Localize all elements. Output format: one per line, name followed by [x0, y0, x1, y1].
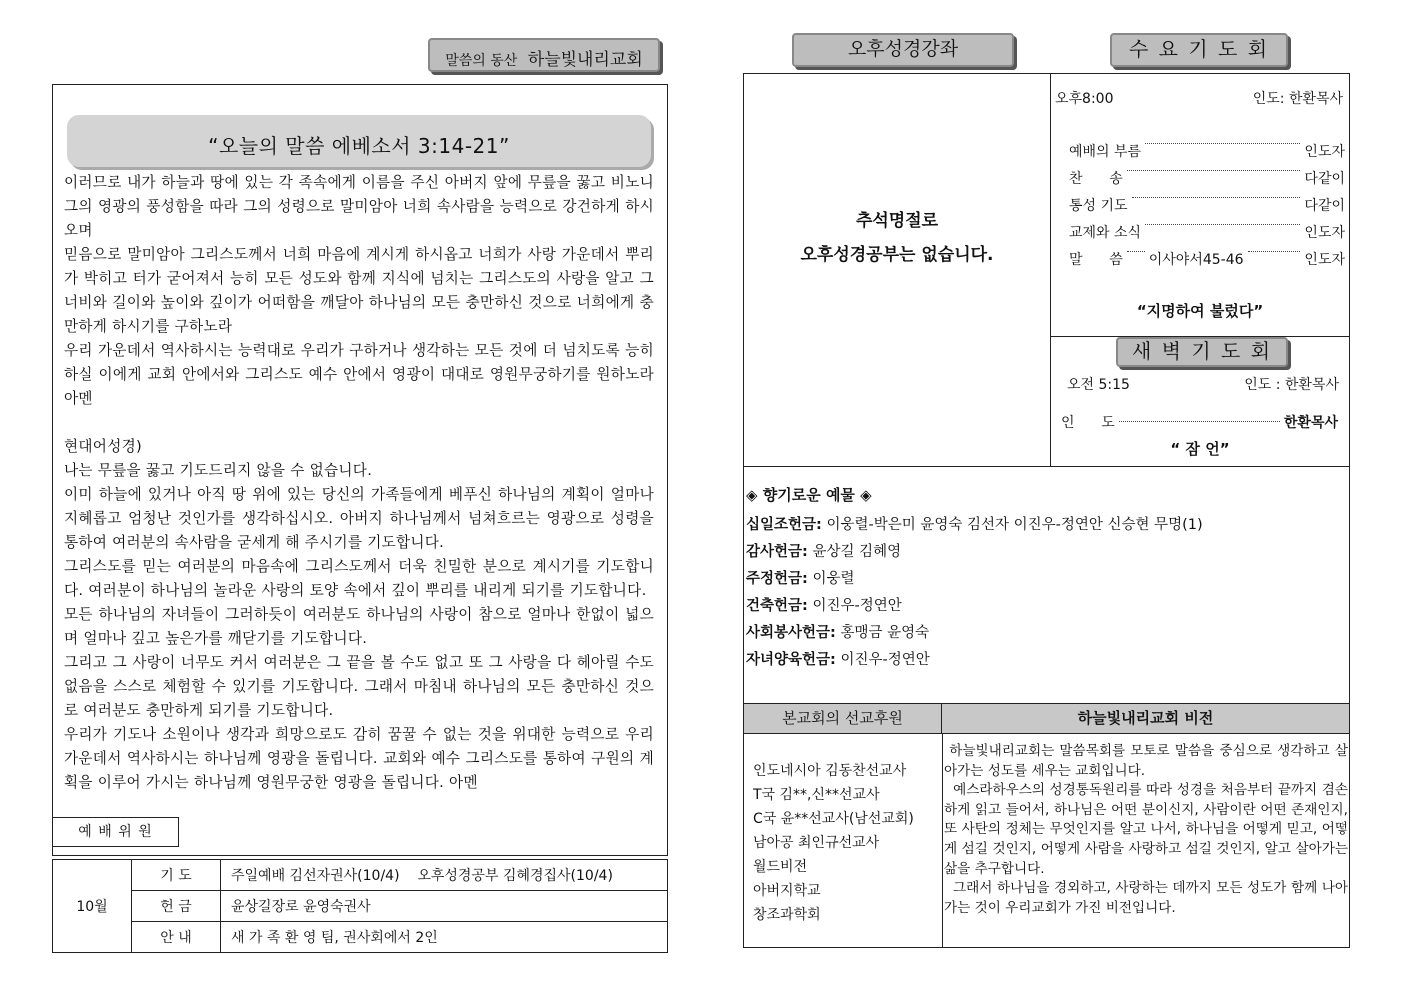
right-top-panel	[743, 73, 1350, 467]
offering-names: 이웅렬	[812, 571, 855, 587]
scripture-paragraph: 믿음으로 말미암아 그리스도께서 너희 마음에 계시게 하시옵고 너희가 사랑 가운데서 뿌리가 박히고 터가 굳어져서 능히 모든 성도와 함께 지식에 넘치는 그리스도의 사랑을 알고 그 너비와 길이와 높이와 깊이가 어떠함을 깨달아 하나님의 모든 충만하신 것으로 너희에게 충만하게 하시기를 구하노라	[64, 246, 654, 335]
afternoon-study-banner: 오후성경강좌	[792, 33, 1014, 67]
dawn-book: “ 잠 언”	[1170, 440, 1230, 458]
offering-type: 감사헌금:	[746, 544, 808, 560]
duty-detail: 새 가 족 환 영 팀, 권사회에서 2인	[221, 922, 668, 953]
offering-row	[746, 539, 1346, 566]
duties-table	[52, 859, 668, 953]
offering-names: 이웅렬-박은미 윤영숙 김선자 이진우-정연안 신승현 무명(1)	[826, 517, 1203, 533]
scripture-paragraph: 현대어성경)	[64, 438, 142, 455]
duty-role: 헌 금	[132, 891, 221, 922]
duty-role: 안 내	[132, 922, 221, 953]
scripture-text	[64, 171, 654, 819]
order-item: 교제와 소식	[1069, 225, 1142, 241]
wednesday-prayer-banner: 수 요 기 도 회	[1110, 33, 1288, 67]
offering-row	[746, 593, 1346, 620]
mission-item: 아버지학교	[753, 883, 821, 899]
afternoon-notice-line: 오후성경공부는 없습니다.	[800, 245, 994, 265]
leader-dots	[1132, 188, 1301, 198]
duty-role: 기 도	[132, 860, 221, 891]
scripture-paragraph: 모든 하나님의 자녀들이 그러하듯이 여러분도 하나님의 사랑이 참으로 얼마나 한없이 넓으며 얼마나 깊고 높은가를 깨닫기를 기도합니다.	[64, 606, 654, 647]
order-row	[1069, 134, 1345, 161]
mission-list	[753, 759, 914, 927]
vision-text: 하늘빛내리교회는 말씀목회를 모토로 말씀을 중심으로 생각하고 살아가는 성도를 세우는 교회입니다. 예스라하우스의 성경통독원리를 따라 성경을 처음부터 끝까지 겸손하게 읽고 들어서, 하나님은 어떤 분이신지, 사람이란 어떤 존재인지, 또 사탄의 정체는 무엇인지를 알고 나서, 하나님을 어떻게 믿고, 어떻게 섬길 것인지, 어떻게 사람을 사랑하고 섬길 것인지, 알고 살아가는 삶을 추구합니다. 그래서 하나님을 경외하고, 사랑하는 데까지 모든 성도가 함께 나아가는 것이 우리교회가 가진 비전입니다.	[944, 743, 1348, 916]
scripture-paragraph: 그리스도를 믿는 여러분의 마음속에 그리스도께서 더욱 친밀한 분으로 계시기를 기도합니다. 여러분이 하나님의 놀라운 사랑의 토양 속에서 깊이 뿌리를 내리게 되기를 기도합니다.	[64, 558, 654, 599]
offering-row	[746, 566, 1346, 593]
duty-detail: 윤상길장로 윤영숙권사	[221, 891, 668, 922]
order-row	[1069, 242, 1345, 269]
order-item: 예배의 부름	[1069, 144, 1142, 160]
scripture-paragraph: 이러므로 내가 하늘과 땅에 있는 각 족속에게 이름을 주신 아버지 앞에 무릎을 꿇고 비노니 그의 영광의 풍성함을 따라 그의 성령으로 말미암아 너희 속사람을 능력으로 강건하게 하시오며	[64, 174, 654, 239]
dawn-guide-value: 한환목사	[1283, 415, 1338, 431]
order-who: 인도자	[1304, 252, 1345, 268]
mission-item: C국 윤**선교사(남선교회)	[753, 811, 914, 827]
wednesday-leader: 인도: 한환목사	[1252, 91, 1343, 107]
offering-row	[746, 512, 1346, 539]
leader-dots	[1127, 161, 1301, 171]
order-who: 다같이	[1304, 171, 1345, 187]
leader-dots	[1145, 134, 1300, 144]
scripture-paragraph: 그리고 그 사랑이 너무도 커서 여러분은 그 끝을 볼 수도 없고 또 그 사랑을 다 헤아릴 수도 없음을 스스로 체험할 수 있기를 기도합니다. 그래서 마침내 하나님의 모든 충만하신 것으로 여러분도 충만하게 되기를 기도합니다.	[64, 654, 654, 719]
order-scripture: 이사야서45-46	[1148, 252, 1244, 268]
leader-dots	[1119, 412, 1280, 422]
worship-committee-label: 예 배 위 원	[52, 817, 179, 847]
offering-type: 십일조헌금:	[746, 517, 822, 533]
month-label: 10월	[53, 860, 132, 953]
duty-detail: 주일예배 김선자권사(10/4) 오후성경공부 김혜경집사(10/4)	[221, 860, 668, 891]
mission-item: 인도네시아 김동찬선교사	[753, 763, 907, 779]
offering-names: 이진우-정연안	[840, 652, 930, 668]
column-divider	[942, 734, 943, 947]
offering-type: 건축헌금:	[746, 598, 808, 614]
church-slogan: 말씀의 동산	[445, 53, 518, 69]
wednesday-sermon-title: “지명하여 불렀다”	[1136, 302, 1264, 320]
scripture-blank	[64, 411, 654, 435]
mission-item: T국 김**,신**선교사	[753, 787, 880, 803]
mission-item: 창조과학회	[753, 907, 821, 923]
offering-row	[746, 620, 1346, 647]
order-who: 인도자	[1304, 144, 1345, 160]
mission-item: 남아공 최인규선교사	[753, 835, 880, 851]
offering-type: 주정헌금:	[746, 571, 808, 587]
scripture-panel	[52, 84, 668, 856]
afternoon-notice-line: 추석명절로	[855, 211, 939, 231]
order-item: 말 씀	[1069, 252, 1123, 268]
offering-names: 이진우-정연안	[812, 598, 902, 614]
order-row	[1069, 188, 1345, 215]
mission-header: 본교회의 선교후원	[744, 704, 942, 734]
offering-names: 윤상길 김혜영	[812, 544, 902, 560]
today-word-title-banner	[67, 115, 651, 167]
church-name-banner	[428, 38, 660, 72]
leader-dots	[1127, 242, 1145, 252]
dawn-guide-label: 인 도	[1061, 415, 1115, 431]
offering-type: 자녀양육헌금:	[746, 652, 836, 668]
offering-row	[746, 647, 1346, 674]
today-word-title: “오늘의 말씀 에베소서 3:14-21”	[208, 134, 510, 158]
order-item: 통성 기도	[1069, 198, 1128, 214]
wednesday-section	[1051, 74, 1349, 336]
wednesday-time: 오후8:00	[1055, 91, 1114, 107]
dawn-leader: 인도 : 한환목사	[1244, 377, 1339, 393]
order-row	[1069, 161, 1345, 188]
offering-type: 사회봉사헌금:	[746, 625, 836, 641]
dawn-guide-row	[1061, 412, 1338, 432]
dawn-time: 오전 5:15	[1067, 377, 1130, 393]
order-item: 찬 송	[1069, 171, 1123, 187]
offerings-list	[746, 512, 1346, 674]
scripture-paragraph: 나는 무릎을 꿇고 기도드리지 않을 수 없습니다.	[64, 462, 373, 479]
wednesday-order	[1069, 134, 1345, 269]
offerings-title: ◈ 향기로운 예물 ◈	[746, 486, 872, 504]
vision-header: 하늘빛내리교회 비전	[942, 704, 1349, 734]
mission-vision-panel	[743, 703, 1350, 948]
mission-item: 월드비전	[753, 859, 808, 875]
order-who: 인도자	[1304, 225, 1345, 241]
order-who: 다같이	[1304, 198, 1345, 214]
scripture-paragraph: 우리가 기도나 소원이나 생각과 희망으로도 감히 꿈꿀 수 없는 것을 위대한 능력으로 우리 가운데서 역사하시는 하나님께 영광을 돌립니다. 교회와 예수 그리스도를 통하여 구원의 계획을 이루어 가시는 하나님께 영원무궁한 영광을 돌립니다. 아멘	[64, 726, 654, 791]
scripture-paragraph: 우리 가운데서 역사하시는 능력대로 우리가 구하거나 생각하는 모든 것에 더 넘치도록 능히 하실 이에게 교회 안에서와 그리스도 예수 안에서 영광이 대대로 영원무궁하기를 원하노라 아멘	[64, 342, 654, 407]
offerings-panel	[743, 466, 1350, 704]
order-row	[1069, 215, 1345, 242]
church-name: 하늘빛내리교회	[527, 50, 643, 70]
dawn-prayer-banner: 새 벽 기 도 회	[1116, 337, 1288, 367]
scripture-paragraph: 이미 하늘에 있거나 아직 땅 위에 있는 당신의 가족들에게 베푸신 하나님의 계획이 얼마나 지혜롭고 엄청난 것인가를 생각하십시오. 아버지 하나님께서 넘쳐흐르는 영광으로 성령을 통하여 여러분의 속사람을 굳세게 해 주시기를 기도합니다.	[64, 486, 654, 551]
offering-names: 홍맹금 윤영숙	[840, 625, 930, 641]
afternoon-notice	[744, 204, 1050, 272]
leader-dots	[1248, 242, 1301, 252]
leader-dots	[1145, 215, 1300, 225]
